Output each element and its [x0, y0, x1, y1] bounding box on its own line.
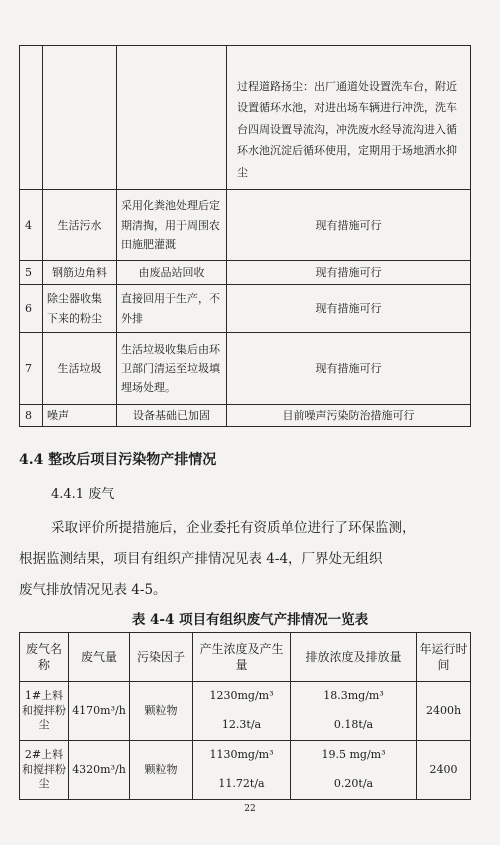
page-number: 22	[244, 804, 256, 814]
header-cell: 废气量	[69, 633, 130, 682]
paragraph-line: 废气排放情况见表 4-5。	[19, 582, 167, 598]
hours-cell: 2400h	[417, 682, 471, 741]
emission-concentration: 18.3mg/m³	[291, 682, 417, 712]
table-caption: 表 4-4 项目有组织废气产排情况一览表	[131, 612, 369, 628]
factor-cell: 颗粒物	[130, 741, 193, 800]
table-row	[20, 261, 471, 285]
control-measures-table	[19, 45, 471, 427]
header-cell: 污染因子	[130, 633, 193, 682]
assessment-cell: 现有措施可行	[227, 261, 471, 285]
generation-amount: 11.72t/a	[193, 770, 291, 800]
factor-cell: 颗粒物	[130, 682, 193, 741]
measure-cell: 设备基础已加固	[117, 405, 227, 427]
paragraph-line: 采取评价所提措施后，企业委托有资质单位进行了环保监测，	[51, 520, 416, 536]
row-number: 4	[20, 190, 43, 261]
table-cell	[20, 46, 43, 190]
body-paragraph	[19, 513, 479, 606]
pollutant-cell: 生活垃圾	[43, 333, 117, 405]
table-row	[20, 285, 471, 333]
measure-cell: 生活垃圾收集后由环卫部门清运至垃圾填埋场处理。	[117, 333, 227, 405]
measure-cell: 由废品站回收	[117, 261, 227, 285]
pollutant-cell: 噪声	[43, 405, 117, 427]
table-row	[20, 405, 471, 427]
header-cell: 废气名称	[20, 633, 69, 682]
row-number: 5	[20, 261, 43, 285]
table-row	[20, 333, 471, 405]
pollutant-cell: 钢筋边角料	[43, 261, 117, 285]
table-row	[20, 741, 471, 771]
table-row	[20, 682, 471, 712]
row-number: 7	[20, 333, 43, 405]
row-number: 8	[20, 405, 43, 427]
table-cell	[117, 46, 227, 190]
table-row	[20, 46, 471, 190]
section-heading: 4.4 整改后项目污染物产排情况	[19, 452, 217, 468]
emission-amount: 0.18t/a	[291, 711, 417, 741]
hours-cell: 2400	[417, 741, 471, 800]
dust-control-text: 过程道路扬尘：出厂通道处设置洗车台，附近设置循环水池，对进出场车辆进行冲洗，洗车台四周设置导流沟，冲洗废水经导流沟进入循环水池沉淀后循环使用，定期用于场地洒水抑尘	[227, 46, 471, 190]
emission-concentration: 19.5 mg/m³	[291, 741, 417, 771]
measure-cell: 采用化粪池处理后定期清掏，用于周围农田施肥灌溉	[117, 190, 227, 261]
source-name-cell: 1#上料和搅拌粉尘	[20, 682, 69, 741]
assessment-cell: 目前噪声污染防治措施可行	[227, 405, 471, 427]
table-row	[20, 190, 471, 261]
header-cell: 年运行时间	[417, 633, 471, 682]
volume-cell: 4170m³/h	[69, 682, 130, 741]
source-name-cell: 2#上料和搅拌粉尘	[20, 741, 69, 800]
generation-concentration: 1230mg/m³	[193, 682, 291, 712]
emission-table	[19, 632, 471, 800]
assessment-cell: 现有措施可行	[227, 190, 471, 261]
row-number: 6	[20, 285, 43, 333]
header-cell: 排放浓度及排放量	[291, 633, 417, 682]
assessment-cell: 现有措施可行	[227, 285, 471, 333]
emission-amount: 0.20t/a	[291, 770, 417, 800]
pollutant-cell: 生活污水	[43, 190, 117, 261]
pollutant-cell: 除尘器收集下来的粉尘	[43, 285, 117, 333]
subsection-heading: 4.4.1 废气	[51, 487, 115, 502]
paragraph-line: 根据监测结果，项目有组织产排情况见表 4-4，厂界处无组织	[19, 551, 383, 567]
assessment-cell: 现有措施可行	[227, 333, 471, 405]
generation-amount: 12.3t/a	[193, 711, 291, 741]
header-cell: 产生浓度及产生量	[193, 633, 291, 682]
generation-concentration: 1130mg/m³	[193, 741, 291, 771]
volume-cell: 4320m³/h	[69, 741, 130, 800]
table-header-row	[20, 633, 471, 682]
table-cell	[43, 46, 117, 190]
measure-cell: 直接回用于生产，不外排	[117, 285, 227, 333]
